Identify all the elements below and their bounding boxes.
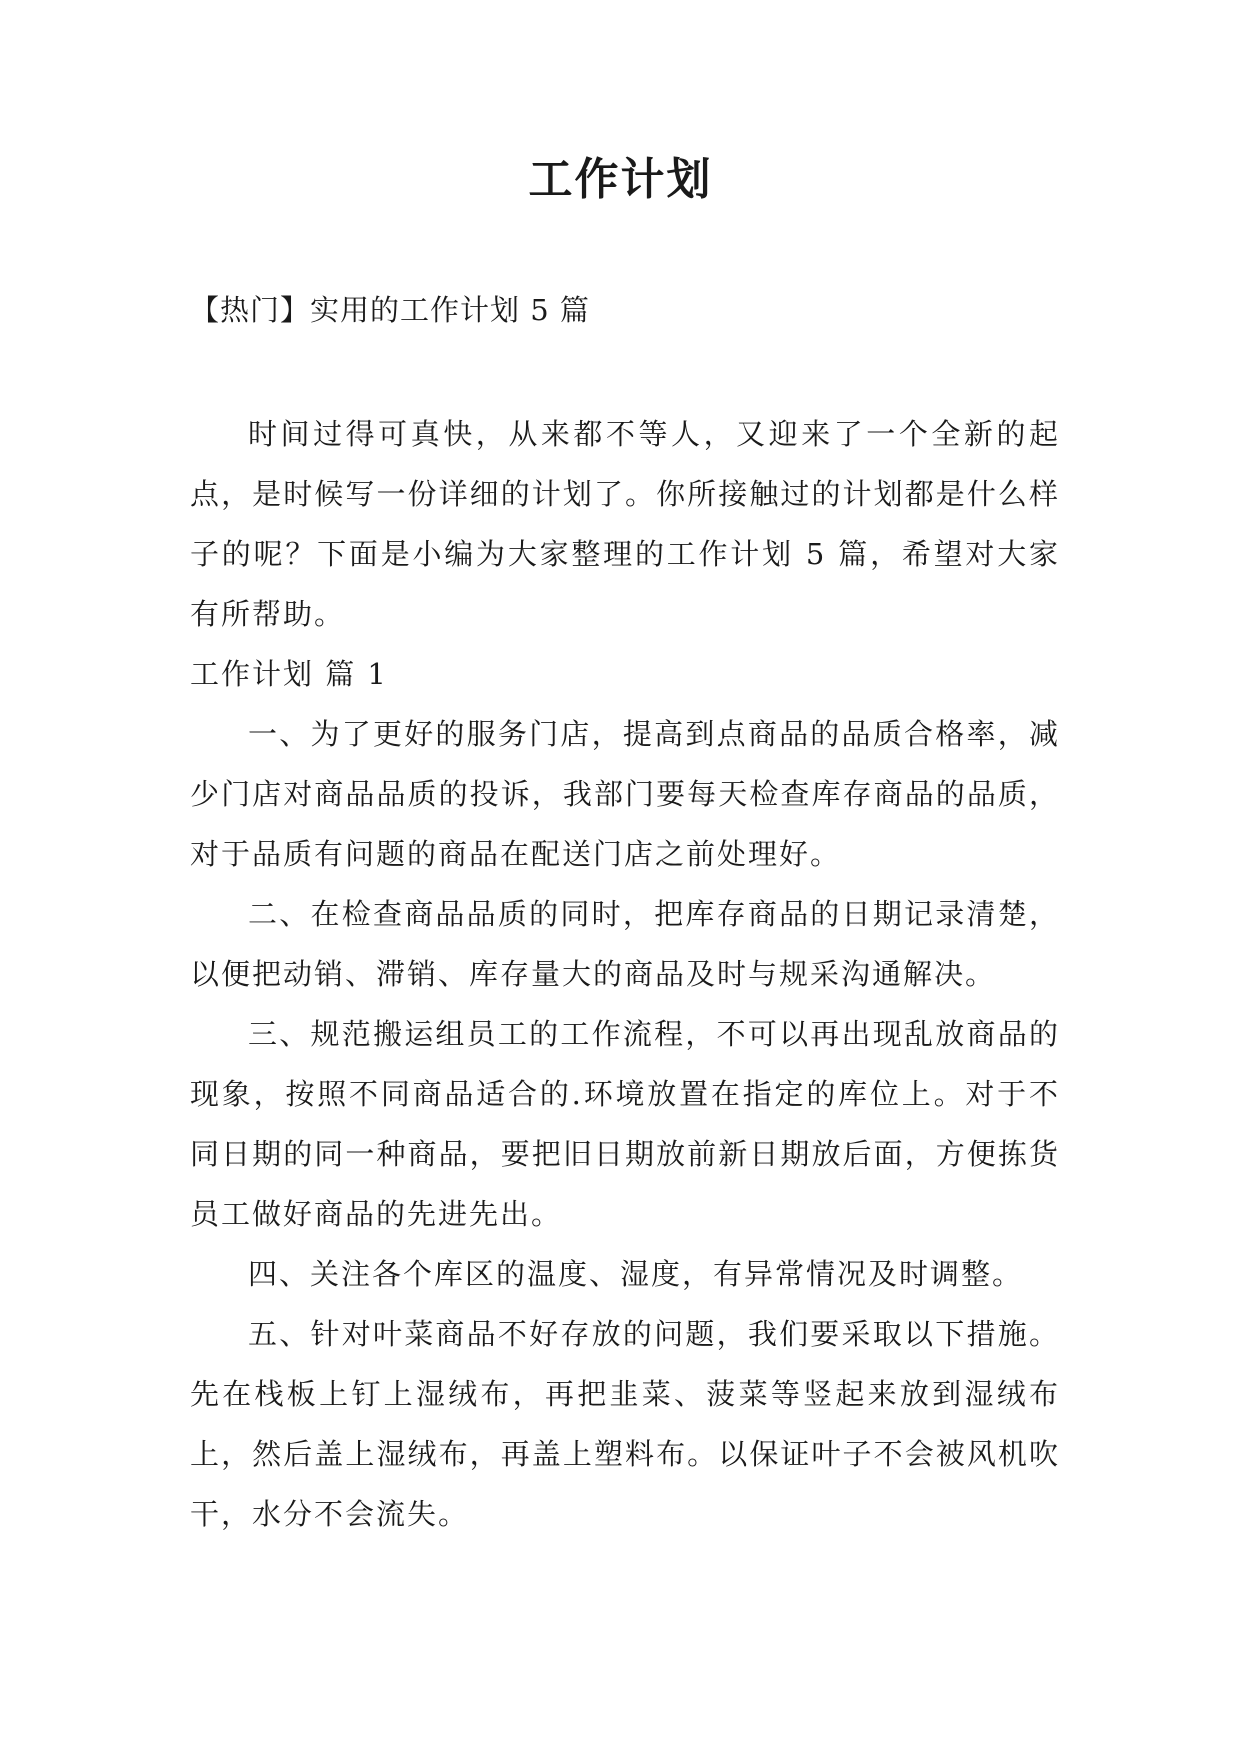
plan-item-5: 五、针对叶菜商品不好存放的问题，我们要采取以下措施。先在栈板上钉上湿绒布，再把韭菜、菠菜等竖起来放到湿绒布上，然后盖上湿绒布，再盖上塑料布。以保证叶子不会被风机吹干，水分不会流失。 <box>190 1317 1060 1531</box>
document-body <box>190 404 1060 1544</box>
section-heading: 工作计划 篇 1 <box>190 657 388 691</box>
intro-paragraph: 时间过得可真快，从来都不等人，又迎来了一个全新的起点，是时候写一份详细的计划了。你所接触过的计划都是什么样子的呢？下面是小编为大家整理的工作计划 5 篇，希望对大家有所帮助。 <box>190 417 1060 631</box>
plan-item-4: 四、关注各个库区的温度、湿度，有异常情况及时调整。 <box>248 1257 1024 1291</box>
plan-item-2: 二、在检查商品品质的同时，把库存商品的日期记录清楚，以便把动销、滞销、库存量大的商品及时与规采沟通解决。 <box>190 897 1060 991</box>
document-title: 工作计划 <box>528 154 713 205</box>
plan-item-1: 一、为了更好的服务门店，提高到点商品的品质合格率，减少门店对商品品质的投诉，我部门要每天检查库存商品的品质，对于品质有问题的商品在配送门店之前处理好。 <box>190 717 1060 871</box>
document-subtitle: 【热门】实用的工作计划 5 篇 <box>190 293 590 327</box>
plan-item-3: 三、规范搬运组员工的工作流程，不可以再出现乱放商品的现象，按照不同商品适合的.环境放置在指定的库位上。对于不同日期的同一种商品，要把旧日期放前新日期放后面，方便拣货员工做好商品的先进先出。 <box>190 1017 1060 1231</box>
